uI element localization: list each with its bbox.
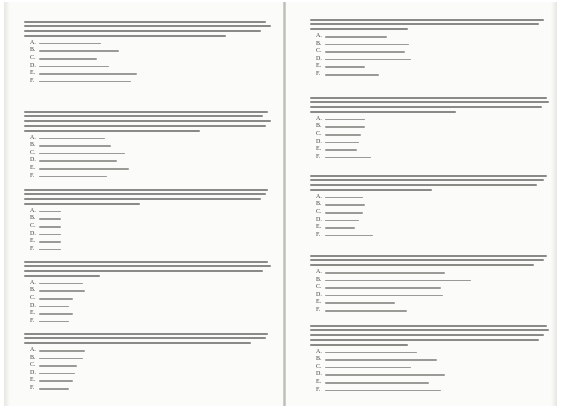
answer-option bbox=[30, 287, 276, 295]
option-letter: D. bbox=[30, 157, 36, 164]
text-line bbox=[39, 313, 73, 315]
text-line bbox=[325, 59, 411, 61]
answer-option bbox=[30, 208, 276, 216]
question-block bbox=[10, 330, 276, 393]
question-stem bbox=[10, 333, 276, 345]
right-page bbox=[296, 2, 554, 406]
answer-options bbox=[10, 135, 276, 181]
answer-option bbox=[30, 370, 276, 378]
question-stem bbox=[296, 325, 554, 346]
answer-option bbox=[30, 303, 276, 311]
option-letter: E. bbox=[316, 378, 322, 385]
question-stem bbox=[10, 111, 276, 132]
option-letter: C. bbox=[30, 54, 36, 61]
answer-option bbox=[30, 223, 276, 231]
option-letter: A. bbox=[30, 39, 36, 46]
text-line bbox=[325, 352, 417, 354]
answer-options bbox=[296, 349, 554, 395]
answer-option bbox=[30, 40, 276, 48]
option-letter: A. bbox=[316, 193, 322, 200]
option-letter: E. bbox=[316, 224, 322, 231]
option-letter: B. bbox=[30, 47, 36, 54]
text-line bbox=[39, 81, 131, 83]
text-line bbox=[39, 176, 107, 178]
answer-option bbox=[316, 48, 554, 56]
text-line bbox=[39, 160, 117, 162]
text-line bbox=[325, 359, 437, 361]
text-line bbox=[310, 334, 544, 336]
text-line bbox=[39, 283, 83, 285]
question-stem bbox=[10, 189, 276, 205]
option-letter: B. bbox=[316, 356, 322, 363]
answer-option bbox=[316, 224, 554, 232]
text-line bbox=[24, 198, 261, 200]
option-letter: B. bbox=[30, 142, 36, 149]
text-line bbox=[325, 382, 429, 384]
option-letter: D. bbox=[30, 369, 36, 376]
text-line bbox=[325, 374, 445, 376]
text-line bbox=[325, 302, 395, 304]
option-letter: E. bbox=[316, 63, 322, 70]
question-stem bbox=[10, 261, 276, 277]
answer-option bbox=[30, 377, 276, 385]
option-letter: A. bbox=[30, 207, 36, 214]
answer-option bbox=[30, 63, 276, 71]
option-letter: A. bbox=[316, 115, 322, 122]
text-line bbox=[310, 111, 456, 113]
answer-option bbox=[30, 280, 276, 288]
text-line bbox=[325, 197, 363, 199]
text-line bbox=[24, 120, 271, 122]
option-letter: E. bbox=[316, 299, 322, 306]
answer-option bbox=[30, 157, 276, 165]
text-line bbox=[24, 203, 140, 205]
text-line bbox=[310, 329, 549, 331]
option-letter: C. bbox=[316, 284, 322, 291]
text-line bbox=[24, 265, 271, 267]
option-letter: C. bbox=[316, 363, 322, 370]
text-line bbox=[39, 73, 137, 75]
option-letter: E. bbox=[30, 310, 36, 317]
answer-option bbox=[316, 379, 554, 387]
option-letter: C. bbox=[30, 294, 36, 301]
answer-option bbox=[30, 238, 276, 246]
option-letter: F. bbox=[316, 306, 321, 313]
answer-option bbox=[316, 232, 554, 240]
question-block bbox=[10, 108, 276, 180]
text-line bbox=[39, 145, 111, 147]
text-line bbox=[325, 287, 441, 289]
option-letter: F. bbox=[30, 172, 35, 179]
option-letter: D. bbox=[316, 216, 322, 223]
text-line bbox=[325, 390, 441, 392]
answer-option bbox=[316, 131, 554, 139]
text-line bbox=[325, 235, 373, 237]
question-stem bbox=[10, 21, 276, 37]
text-line bbox=[310, 344, 408, 346]
option-letter: D. bbox=[316, 291, 322, 298]
answer-option bbox=[316, 146, 554, 154]
answer-option bbox=[316, 154, 554, 162]
answer-option bbox=[30, 142, 276, 150]
question-block bbox=[296, 252, 554, 315]
text-line bbox=[325, 66, 365, 68]
text-line bbox=[24, 21, 266, 23]
option-letter: E. bbox=[30, 70, 36, 77]
text-line bbox=[310, 101, 549, 103]
option-letter: A. bbox=[30, 279, 36, 286]
option-letter: C. bbox=[316, 208, 322, 215]
answer-option bbox=[30, 246, 276, 254]
text-line bbox=[310, 28, 408, 30]
answer-option bbox=[316, 307, 554, 315]
option-letter: A. bbox=[316, 348, 322, 355]
option-letter: A. bbox=[30, 134, 36, 141]
text-line bbox=[310, 106, 542, 108]
text-line bbox=[24, 115, 263, 117]
answer-options bbox=[296, 194, 554, 240]
text-line bbox=[325, 367, 411, 369]
option-letter: E. bbox=[30, 238, 36, 245]
answer-option bbox=[316, 217, 554, 225]
answer-option bbox=[316, 194, 554, 202]
text-line bbox=[24, 193, 266, 195]
text-line bbox=[24, 342, 251, 344]
answer-option bbox=[30, 150, 276, 158]
text-line bbox=[24, 261, 268, 263]
answer-option bbox=[316, 299, 554, 307]
answer-option bbox=[30, 215, 276, 223]
question-stem bbox=[296, 255, 554, 267]
answer-options bbox=[10, 208, 276, 254]
text-line bbox=[310, 255, 547, 257]
text-line bbox=[39, 321, 69, 323]
text-line bbox=[310, 339, 539, 341]
answer-options bbox=[10, 40, 276, 86]
answer-option bbox=[30, 47, 276, 55]
text-line bbox=[325, 295, 443, 297]
text-line bbox=[325, 212, 363, 214]
text-line bbox=[325, 310, 407, 312]
text-line bbox=[39, 153, 125, 155]
text-line bbox=[310, 19, 544, 21]
option-letter: F. bbox=[30, 384, 35, 391]
option-letter: D. bbox=[316, 55, 322, 62]
answer-option bbox=[316, 269, 554, 277]
question-block bbox=[296, 172, 554, 239]
question-block bbox=[296, 16, 554, 79]
text-line bbox=[39, 306, 69, 308]
option-letter: C. bbox=[316, 130, 322, 137]
question-block bbox=[10, 258, 276, 325]
answer-option bbox=[30, 355, 276, 363]
answer-option bbox=[316, 356, 554, 364]
option-letter: C. bbox=[30, 149, 36, 156]
answer-option bbox=[316, 201, 554, 209]
text-line bbox=[310, 179, 544, 181]
option-letter: E. bbox=[30, 377, 36, 384]
option-letter: E. bbox=[316, 146, 322, 153]
option-letter: B. bbox=[316, 276, 322, 283]
text-line bbox=[325, 51, 405, 53]
option-letter: D. bbox=[316, 138, 322, 145]
answer-option bbox=[316, 63, 554, 71]
text-line bbox=[24, 111, 268, 113]
text-line bbox=[39, 380, 73, 382]
text-line bbox=[310, 184, 537, 186]
answer-option bbox=[30, 310, 276, 318]
text-line bbox=[325, 142, 359, 144]
text-line bbox=[24, 275, 100, 277]
answer-option bbox=[30, 362, 276, 370]
text-line bbox=[325, 74, 379, 76]
text-line bbox=[24, 35, 226, 37]
option-letter: B. bbox=[316, 40, 322, 47]
answer-option bbox=[316, 292, 554, 300]
option-letter: A. bbox=[316, 268, 322, 275]
answer-options bbox=[10, 280, 276, 326]
text-line bbox=[24, 30, 261, 32]
answer-options bbox=[296, 269, 554, 315]
text-line bbox=[325, 149, 357, 151]
text-line bbox=[310, 97, 547, 99]
answer-option bbox=[316, 71, 554, 79]
answer-option bbox=[30, 231, 276, 239]
answer-option bbox=[316, 371, 554, 379]
text-line bbox=[24, 337, 266, 339]
answer-option bbox=[316, 33, 554, 41]
option-letter: B. bbox=[30, 354, 36, 361]
text-line bbox=[310, 23, 539, 25]
book-gutter bbox=[283, 2, 286, 406]
text-line bbox=[24, 130, 200, 132]
option-letter: F. bbox=[316, 70, 321, 77]
text-line bbox=[325, 36, 387, 38]
option-letter: C. bbox=[316, 48, 322, 55]
text-line bbox=[39, 226, 61, 228]
text-line bbox=[39, 43, 101, 45]
option-letter: B. bbox=[30, 287, 36, 294]
text-line bbox=[39, 58, 97, 60]
answer-option bbox=[30, 55, 276, 63]
text-line bbox=[325, 134, 361, 136]
book-spread bbox=[4, 2, 557, 406]
answer-options bbox=[10, 347, 276, 393]
option-letter: B. bbox=[316, 201, 322, 208]
option-letter: D. bbox=[30, 62, 36, 69]
answer-option bbox=[316, 364, 554, 372]
answer-option bbox=[316, 284, 554, 292]
text-line bbox=[39, 241, 61, 243]
answer-option bbox=[316, 41, 554, 49]
option-letter: F. bbox=[316, 231, 321, 238]
text-line bbox=[325, 119, 365, 121]
text-line bbox=[39, 350, 85, 352]
text-line bbox=[39, 373, 75, 375]
question-block bbox=[296, 322, 554, 394]
text-line bbox=[39, 290, 85, 292]
option-letter: C. bbox=[30, 222, 36, 229]
answer-option bbox=[30, 78, 276, 86]
text-line bbox=[39, 365, 77, 367]
text-line bbox=[310, 264, 534, 266]
answer-options bbox=[296, 33, 554, 79]
answer-option bbox=[30, 135, 276, 143]
text-line bbox=[24, 125, 266, 127]
option-letter: B. bbox=[316, 123, 322, 130]
question-stem bbox=[296, 19, 554, 31]
text-line bbox=[325, 227, 355, 229]
option-letter: E. bbox=[30, 164, 36, 171]
answer-option bbox=[316, 349, 554, 357]
question-stem bbox=[296, 97, 554, 113]
text-line bbox=[24, 333, 268, 335]
text-line bbox=[325, 280, 471, 282]
text-line bbox=[39, 138, 105, 140]
answer-option bbox=[316, 387, 554, 395]
option-letter: D. bbox=[316, 371, 322, 378]
answer-option bbox=[316, 139, 554, 147]
answer-option bbox=[316, 209, 554, 217]
text-line bbox=[39, 388, 69, 390]
option-letter: D. bbox=[30, 302, 36, 309]
question-block bbox=[296, 94, 554, 161]
answer-option bbox=[30, 173, 276, 181]
answer-option bbox=[30, 318, 276, 326]
answer-option bbox=[316, 56, 554, 64]
answer-option bbox=[30, 70, 276, 78]
text-line bbox=[39, 218, 61, 220]
option-letter: D. bbox=[30, 230, 36, 237]
text-line bbox=[310, 189, 432, 191]
text-line bbox=[325, 204, 365, 206]
text-line bbox=[325, 272, 445, 274]
answer-option bbox=[30, 165, 276, 173]
text-line bbox=[39, 298, 73, 300]
answer-option bbox=[316, 123, 554, 131]
answer-option bbox=[30, 295, 276, 303]
text-line bbox=[24, 189, 268, 191]
option-letter: F. bbox=[30, 245, 35, 252]
text-line bbox=[325, 220, 359, 222]
answer-option bbox=[316, 277, 554, 285]
answer-option bbox=[316, 116, 554, 124]
text-line bbox=[325, 126, 365, 128]
text-line bbox=[39, 234, 61, 236]
answer-options bbox=[296, 116, 554, 162]
option-letter: F. bbox=[316, 153, 321, 160]
left-page bbox=[10, 2, 276, 406]
text-line bbox=[24, 25, 271, 27]
text-line bbox=[325, 44, 409, 46]
text-line bbox=[310, 259, 544, 261]
text-line bbox=[325, 157, 371, 159]
option-letter: A. bbox=[316, 32, 322, 39]
option-letter: B. bbox=[30, 215, 36, 222]
option-letter: C. bbox=[30, 362, 36, 369]
text-line bbox=[39, 50, 119, 52]
question-block bbox=[10, 18, 276, 85]
text-line bbox=[39, 168, 129, 170]
question-block bbox=[10, 186, 276, 253]
text-line bbox=[39, 358, 83, 360]
option-letter: F. bbox=[30, 317, 35, 324]
text-line bbox=[310, 175, 547, 177]
text-line bbox=[39, 249, 61, 251]
text-line bbox=[24, 270, 263, 272]
text-line bbox=[39, 66, 109, 68]
answer-option bbox=[30, 347, 276, 355]
text-line bbox=[310, 325, 547, 327]
option-letter: F. bbox=[316, 386, 321, 393]
text-line bbox=[39, 211, 61, 213]
answer-option bbox=[30, 385, 276, 393]
question-stem bbox=[296, 175, 554, 191]
option-letter: A. bbox=[30, 346, 36, 353]
option-letter: F. bbox=[30, 77, 35, 84]
